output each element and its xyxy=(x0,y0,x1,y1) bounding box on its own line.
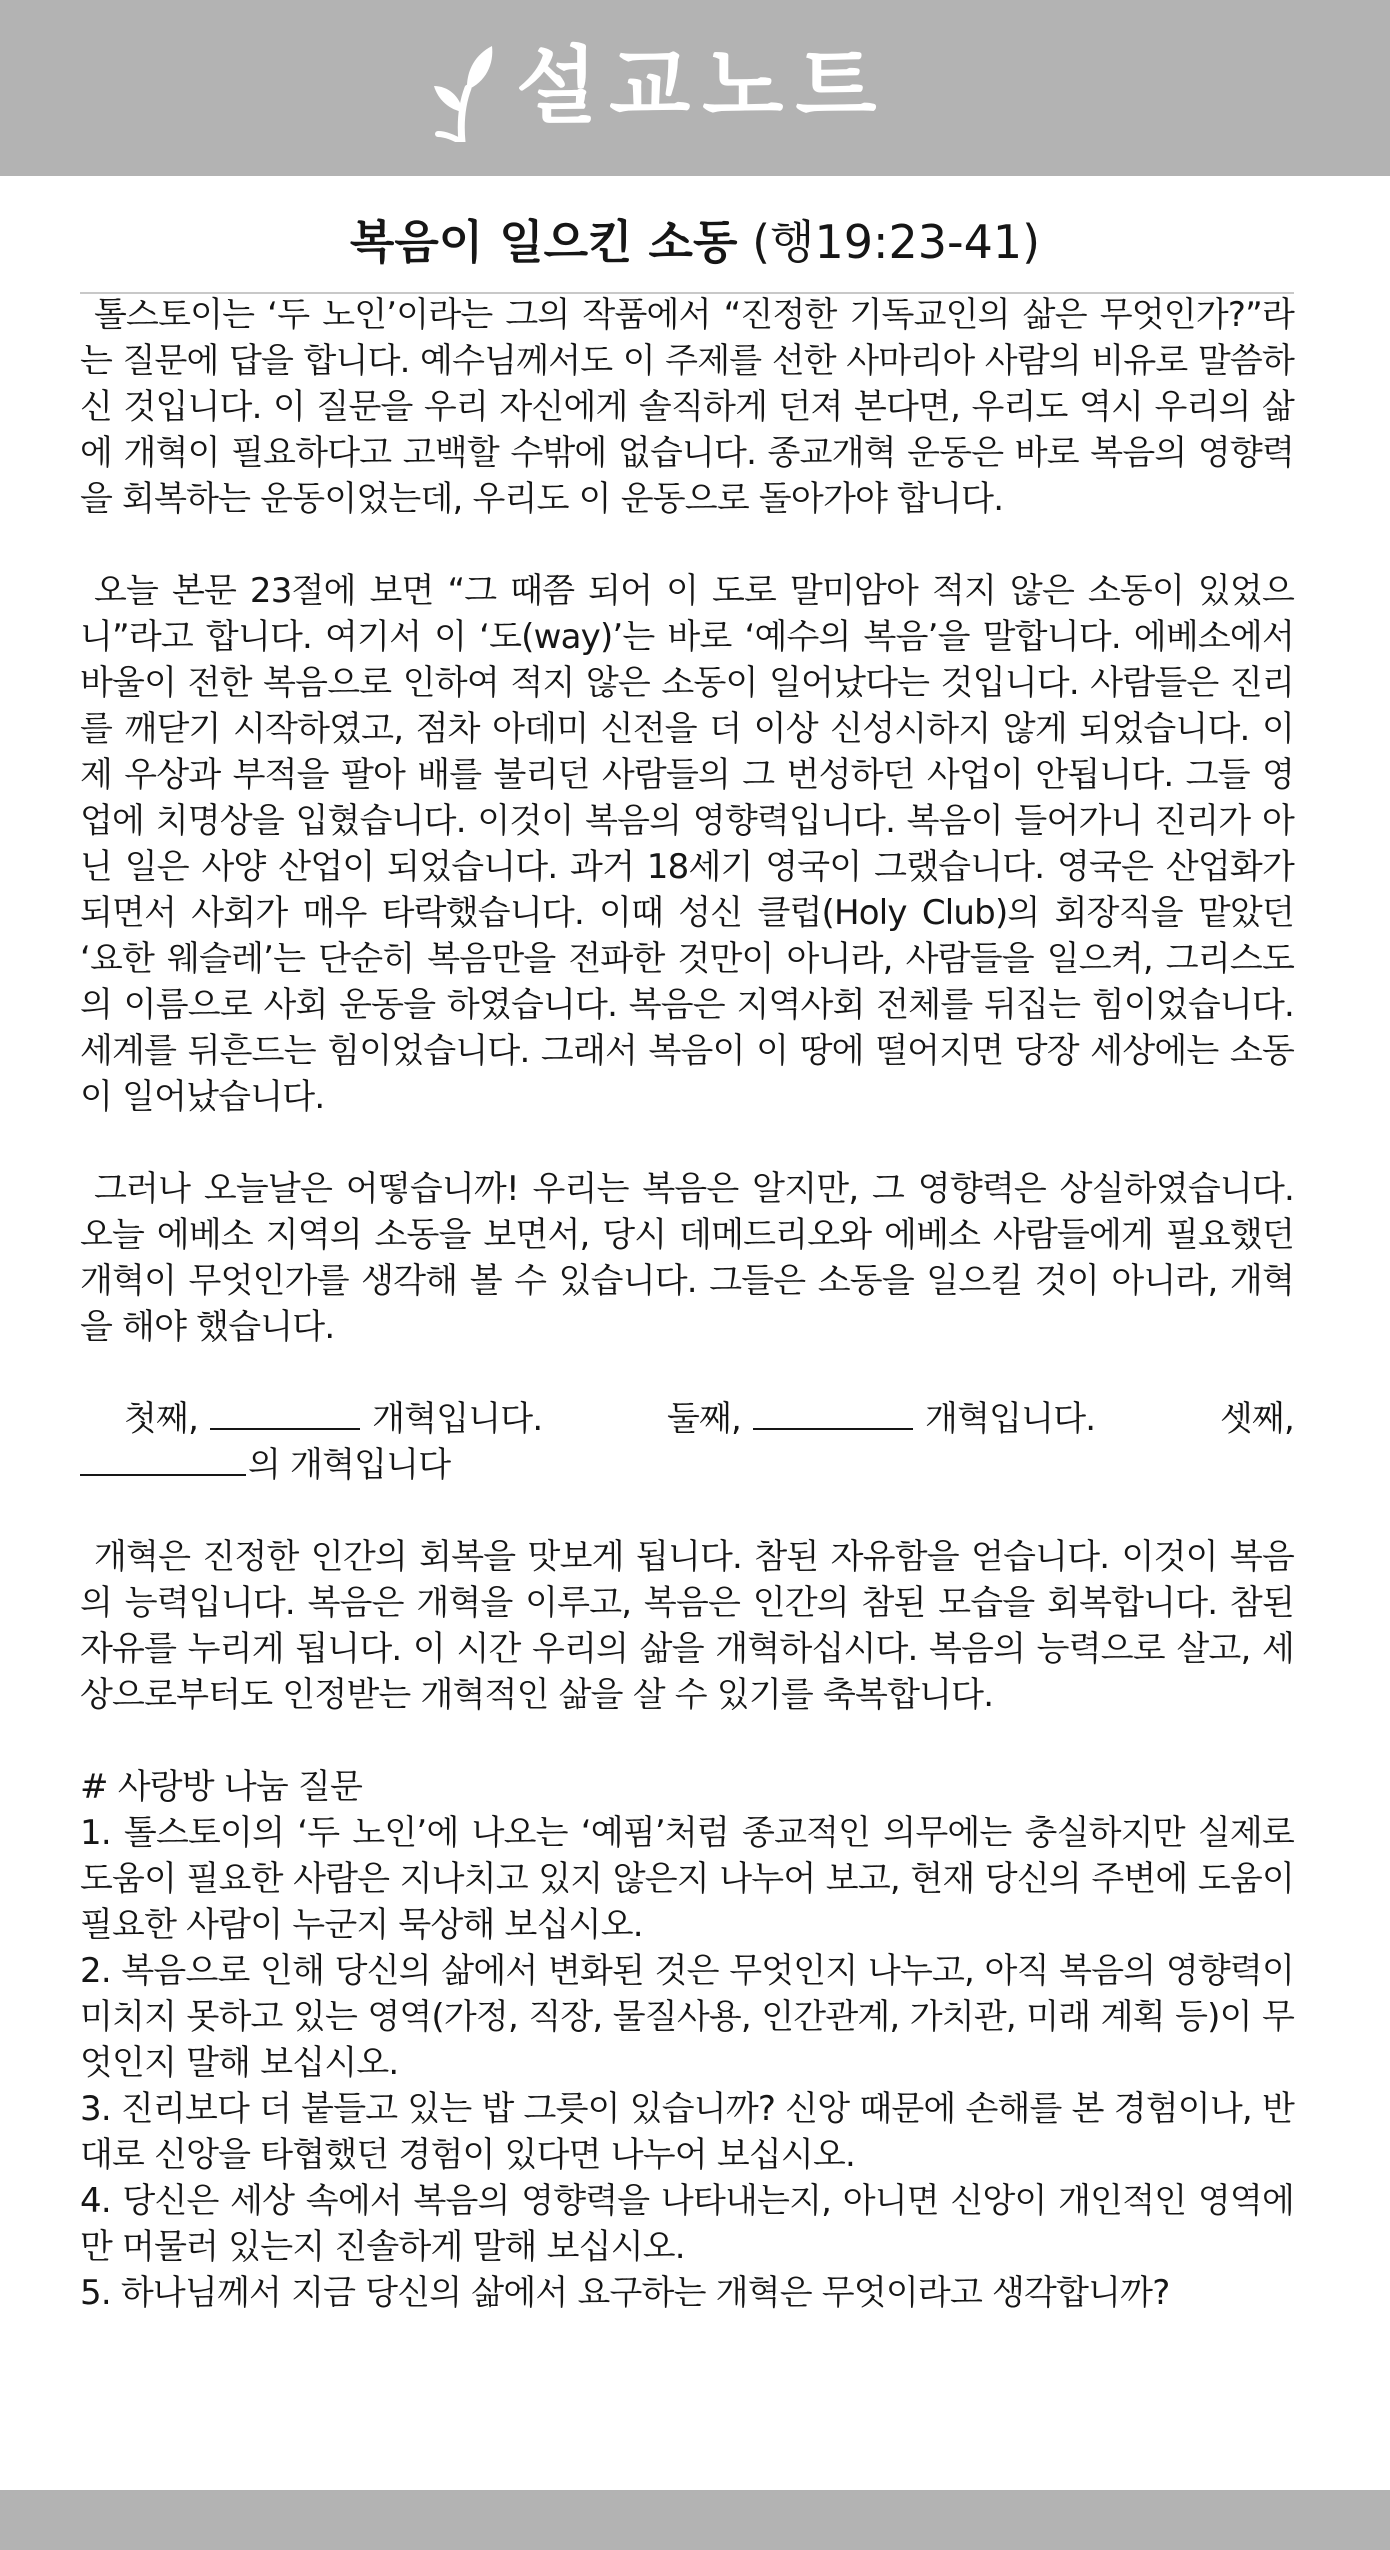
paragraph-gap xyxy=(80,1350,1294,1396)
footer-bar xyxy=(0,2490,1390,2550)
question-item-5: 5. 하나님께서 지금 당신의 삶에서 요구하는 개혁은 무엇이라고 생각합니까? xyxy=(80,2273,1170,2313)
blank-item-second xyxy=(667,1396,1095,1442)
paragraph-intro: 톨스토이는 ‘두 노인’이라는 그의 작품에서 “진정한 기독교인의 삶은 무엇인가?”라는 질문에 답을 합니다. 예수님께서도 이 주제를 선한 사마리아 사람의 비유로 말씀하신 것입니다. 이 질문을 우리 자신에게 솔직하게 던져 본다면, 우리도 역시 우리의 삶에 개혁이 필요하다고 고백할 수밖에 없습니다. 종교개혁 운동은 바로 복음의 영향력을 회복하는 운동이었는데, 우리도 이 운동으로 돌아가야 합니다. xyxy=(80,295,1294,519)
paragraph-gap xyxy=(80,1120,1294,1166)
header-banner xyxy=(0,0,1390,176)
blank-first-prefix: 첫째, xyxy=(124,1399,199,1439)
question-item-3: 3. 진리보다 더 붙들고 있는 밥 그릇이 있습니까? 신앙 때문에 손해를 본 경험이나, 반대로 신앙을 타협했던 경험이 있다면 나누어 보십시오. xyxy=(80,2089,1294,2175)
sermon-title xyxy=(0,212,1390,272)
paragraph-gap xyxy=(80,522,1294,568)
paragraph-closing: 개혁은 진정한 인간의 회복을 맛보게 됩니다. 참된 자유함을 얻습니다. 이것이 복음의 능력입니다. 복음은 개혁을 이루고, 복음은 인간의 참된 모습을 회복합니다. 참된 자유를 누리게 됩니다. 이 시간 우리의 삶을 개혁하십시다. 복음의 능력으로 살고, 세상으로부터도 인정받는 개혁적인 삶을 살 수 있기를 축복합니다. xyxy=(80,1537,1294,1715)
blank-second-suffix: 개혁입니다. xyxy=(925,1399,1096,1439)
question-item-1: 1. 톨스토이의 ‘두 노인’에 나오는 ‘예핌’처럼 종교적인 의무에는 충실하지만 실제로 도움이 필요한 사람은 지나치고 있지 않은지 나누어 보고, 현재 당신의 주변에 도움이 필요한 사람이 누군지 묵상해 보십시오. xyxy=(80,1813,1294,1945)
question-item-4: 4. 당신은 세상 속에서 복음의 영향력을 나타내는지, 아니면 신앙이 개인적인 영역에만 머물러 있는지 진솔하게 말해 보십시오. xyxy=(80,2181,1294,2267)
paragraph-gap xyxy=(80,1718,1294,1764)
paragraph-today: 그러나 오늘날은 어떻습니까! 우리는 복음은 알지만, 그 영향력은 상실하였습니다. 오늘 에베소 지역의 소동을 보면서, 당시 데메드리오와 에베소 사람들에게 필요했던 개혁이 무엇인가를 생각해 볼 수 있습니다. 그들은 소동을 일으킬 것이 아니라, 개혁을 해야 했습니다. xyxy=(80,1169,1294,1347)
fill-in-blanks-row xyxy=(80,1396,1294,1442)
sprout-icon xyxy=(432,42,496,142)
paragraph-text-23: 오늘 본문 23절에 보면 “그 때쯤 되어 이 도로 말미암아 적지 않은 소동이 있었으니”라고 합니다. 여기서 이 ‘도(way)’는 바로 ‘예수의 복음’을 말합니다. 에베소에서 바울이 전한 복음으로 인하여 적지 않은 소동이 일어났다는 것입니다. 사람들은 진리를 깨닫기 시작하였고, 점차 아데미 신전을 더 이상 신성시하지 않게 되었습니다. 이제 우상과 부적을 팔아 배를 불리던 사람들의 그 번성하던 사업이 안됩니다. 그들 영업에 치명상을 입혔습니다. 이것이 복음의 영향력입니다. 복음이 들어가니 진리가 아닌 일은 사양 산업이 되었습니다. 과거 18세기 영국이 그랬습니다. 영국은 산업화가 되면서 사회가 매우 타락했습니다. 이때 성신 클럽(Holy Club)의 회장직을 맡았던 ‘요한 웨슬레’는 단순히 복음만을 전파한 것만이 아니라, 사람들을 일으켜, 그리스도의 이름으로 사회 운동을 하였습니다. 복음은 지역사회 전체를 뒤집는 힘이었습니다. 세계를 뒤흔드는 힘이었습니다. 그래서 복음이 이 땅에 떨어지면 당장 세상에는 소동이 일어났습니다. xyxy=(80,571,1294,1117)
blank-second-prefix: 둘째, xyxy=(666,1399,742,1439)
blank-first[interactable] xyxy=(210,1398,360,1430)
blank-third[interactable] xyxy=(80,1444,246,1476)
blank-item-first xyxy=(80,1396,542,1442)
blank-first-suffix: 개혁입니다. xyxy=(372,1399,543,1439)
blank-second[interactable] xyxy=(753,1398,913,1430)
questions-heading: # 사랑방 나눔 질문 xyxy=(80,1767,363,1807)
blank-third-prefix: 셋째, xyxy=(1219,1399,1294,1439)
sermon-body xyxy=(80,292,1294,2316)
paragraph-gap xyxy=(80,1488,1294,1534)
question-item-2: 2. 복음으로 인해 당신의 삶에서 변화된 것은 무엇인지 나누고, 아직 복음의 영향력이 미치지 못하고 있는 영역(가정, 직장, 물질사용, 인간관계, 가치관, 미래 계획 등)이 무엇인지 말해 보십시오. xyxy=(80,1951,1294,2083)
scripture-reference: (행19:23-41) xyxy=(752,215,1041,269)
sermon-title-text: 복음이 일으킨 소동 xyxy=(349,215,738,269)
blank-third-suffix: 의 개혁입니다 xyxy=(248,1445,451,1485)
app-title: 설교노트 xyxy=(516,37,889,135)
fill-in-blanks-line2 xyxy=(80,1442,1294,1488)
